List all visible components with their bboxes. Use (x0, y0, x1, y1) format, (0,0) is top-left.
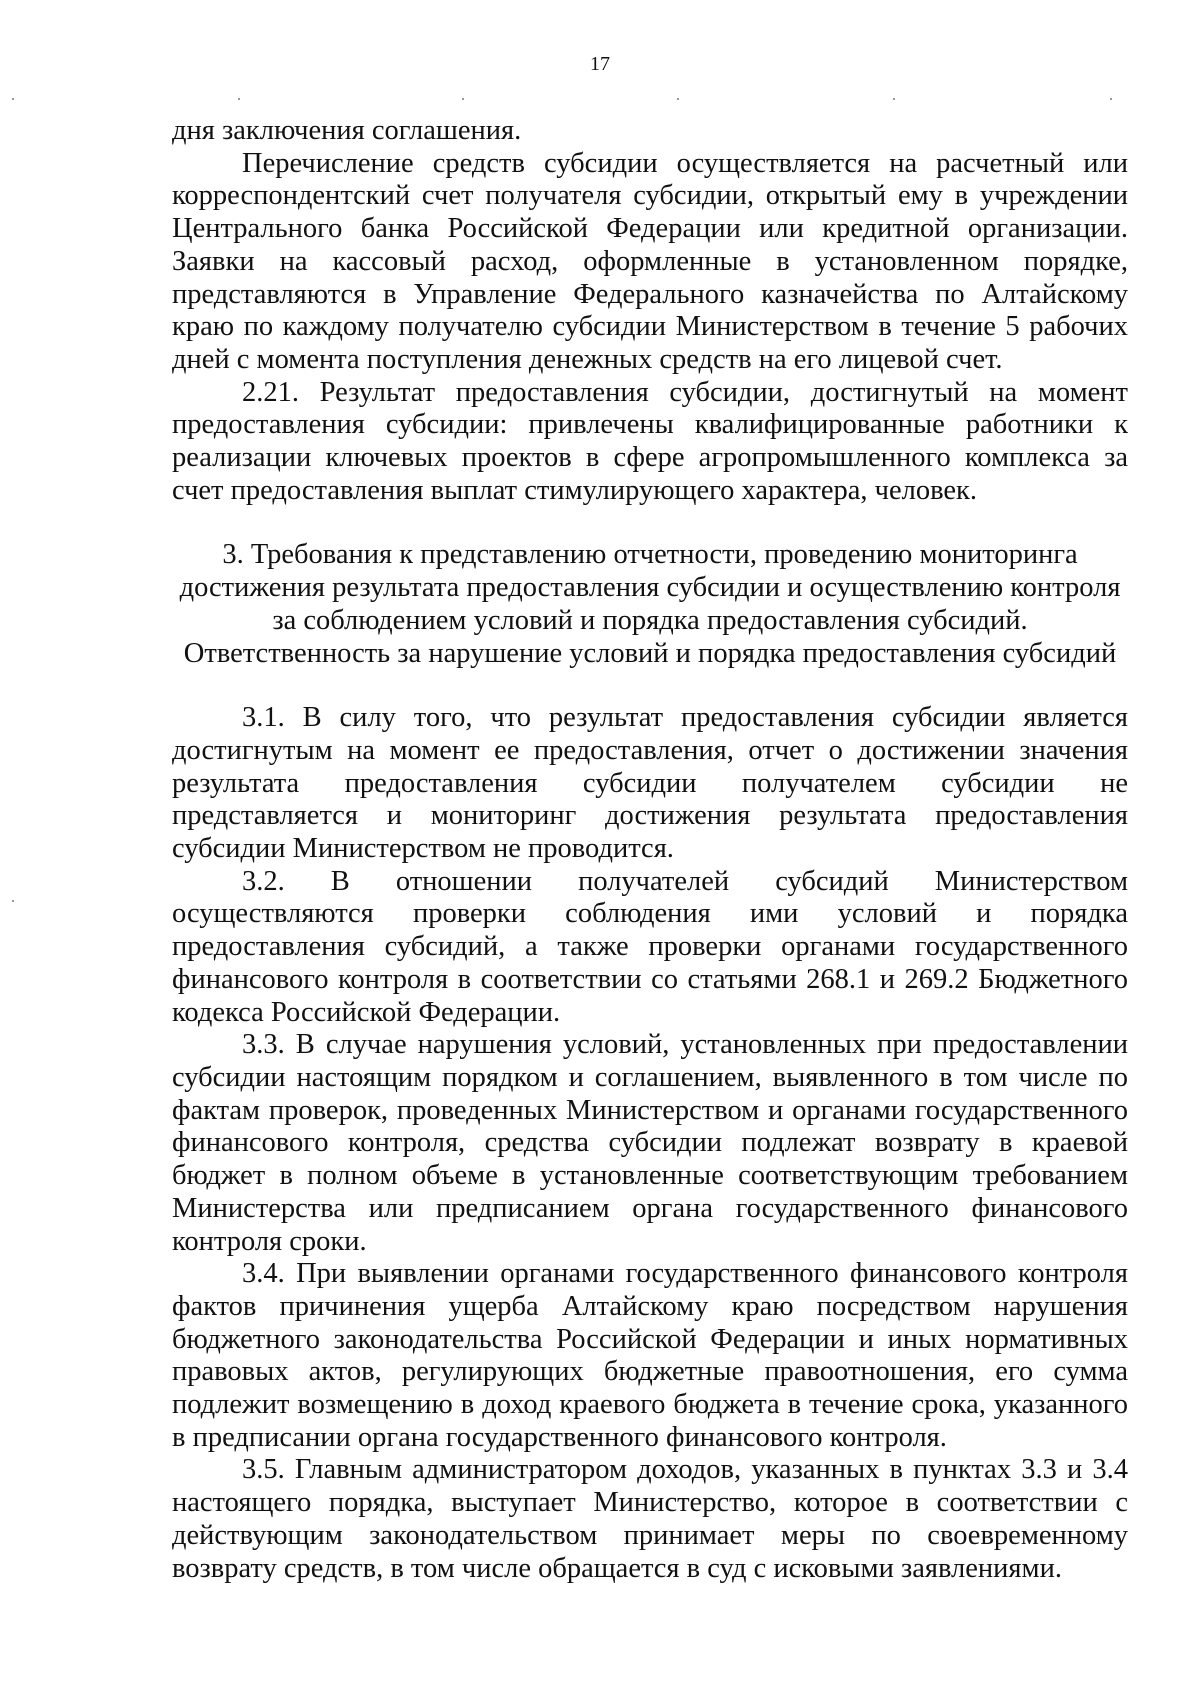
scan-artifact (12, 900, 14, 902)
scan-artifact (462, 98, 464, 100)
paragraph-2-21: 2.21. Результат предоставления субсидии, достигнутый на момент предоставления субсидии: привлечены квалифицированные работники к реализации ключевых проектов в сфере агропромышленного комплекса за счет предоставления выплат стимулирующего характера, человек. (172, 376, 1128, 506)
paragraph-3-4: 3.4. При выявлении органами государственного финансового контроля фактов причинения ущерба Алтайскому краю посредством нарушения бюджетного законодательства Российской Федерации и иных нормативных правовых актов, регулирующих бюджетные правоотношения, его сумма подлежит возмещению в доход краевого бюджета в течение срока, указанного в предписании органа государственного финансового контроля. (172, 1258, 1128, 1453)
document-body (172, 115, 1128, 1585)
paragraph-3-1: 3.1. В силу того, что результат предоставления субсидии является достигнутым на момент ее предоставления, отчет о достижении значения результата предоставления субсидии получателем субсидии не представляется и мониторинг достижения результата предоставления субсидии Министерством не проводится. (172, 702, 1128, 865)
paragraph-3-5: 3.5. Главным администратором доходов, указанных в пунктах 3.3 и 3.4 настоящего порядка, выступает Министерство, которое в соответствии с действующим законодательством принимает меры по своевременному возврату средств, в том числе обращается в суд с исковыми заявлениями. (172, 1454, 1128, 1584)
scan-artifact (12, 98, 14, 100)
section-heading-line: за соблюдением условий и порядка предоставления субсидий. (272, 604, 1028, 636)
section-heading-line: 3. Требования к представлению отчетности, проведению мониторинга (222, 539, 1078, 571)
scan-artifact (893, 98, 895, 100)
section-heading-line: достижения результата предоставления субсидии и осуществлению контроля (179, 572, 1121, 604)
scan-artifact (238, 98, 240, 100)
section-heading (172, 539, 1128, 670)
paragraph-3-2: 3.2. В отношении получателей субсидий Министерством осуществляются проверки соблюдения ими условий и порядка предоставления субсидий, а также проверки органами государственного финансового контроля в соответствии со статьями 268.1 и 269.2 Бюджетного кодекса Российской Федерации. (172, 865, 1128, 1028)
scan-artifact (677, 98, 679, 100)
scan-artifact (1110, 98, 1112, 100)
section-heading-line: Ответственность за нарушение условий и порядка предоставления субсидий (183, 637, 1117, 669)
continuation-line: дня заключения соглашения. (172, 115, 522, 146)
page-number: 17 (590, 53, 610, 75)
paragraph-3-3: 3.3. В случае нарушения условий, установленных при предоставлении субсидии настоящим порядком и соглашением, выявленного в том числе по фактам проверок, проведенных Министерством и органами государственного финансового контроля, средства субсидии подлежат возврату в краевой бюджет в полном объеме в установленные соответствующим требованием Министерства или предписанием органа государственного финансового контроля сроки. (172, 1029, 1128, 1257)
paragraph-transfer: Перечисление средств субсидии осуществляется на расчетный или корреспондентский счет получателя субсидии, открытый ему в учреждении Центрального банка Российской Федерации или кредитной организации. Заявки на кассовый расход, оформленные в установленном порядке, представляются в Управление Федерального казначейства по Алтайскому краю по каждому получателю субсидии Министерством в течение 5 рабочих дней с момента поступления денежных средств на его лицевой счет. (172, 147, 1128, 375)
